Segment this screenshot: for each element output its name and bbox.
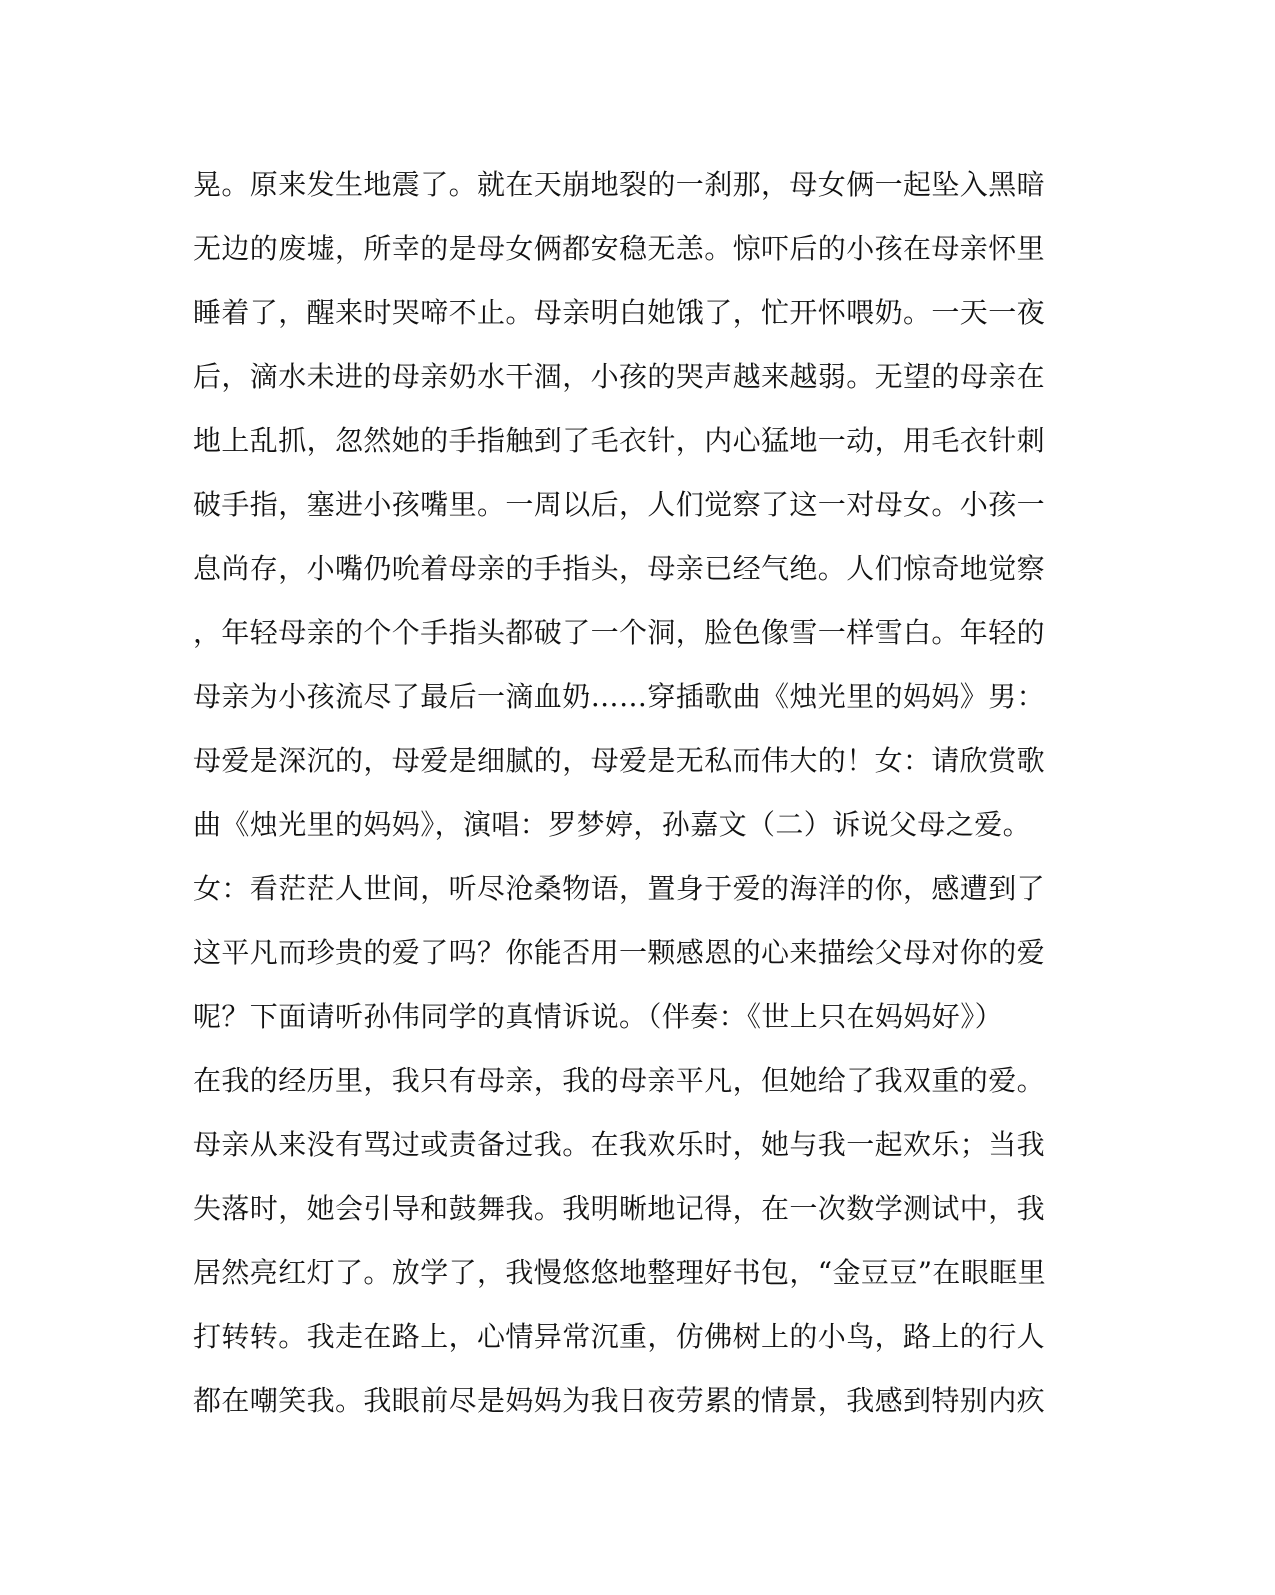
text-line: 呢？下面请听孙伟同学的真情诉说。（伴奏：《世上只在妈妈好》）: [193, 1000, 1004, 1033]
text-line: 睡着了，醒来时哭啼不止。母亲明白她饿了，忙开怀喂奶。一天一夜: [193, 296, 1046, 329]
text-line: ，年轻母亲的个个手指头都破了一个洞，脸色像雪一样雪白。年轻的: [193, 616, 1046, 649]
body-text: [193, 153, 1063, 1433]
text-line: 母亲从来没有骂过或责备过我。在我欢乐时，她与我一起欢乐；当我: [193, 1128, 1046, 1161]
text-line: 无边的废墟，所幸的是母女俩都安稳无恙。惊吓后的小孩在母亲怀里: [193, 232, 1046, 265]
text-line: 破手指，塞进小孩嘴里。一周以后，人们觉察了这一对母女。小孩一: [193, 488, 1046, 521]
text-line: 这平凡而珍贵的爱了吗？你能否用一颗感恩的心来描绘父母对你的爱: [193, 936, 1046, 969]
text-line: 后，滴水未进的母亲奶水干涸，小孩的哭声越来越弱。无望的母亲在: [193, 360, 1046, 393]
text-line: 居然亮红灯了。放学了，我慢悠悠地整理好书包，“金豆豆”在眼眶里: [193, 1256, 1047, 1289]
text-line: 母爱是深沉的，母爱是细腻的，母爱是无私而伟大的！女：请欣赏歌: [193, 744, 1046, 777]
text-line: 晃。原来发生地震了。就在天崩地裂的一刹那，母女俩一起坠入黑暗: [193, 168, 1046, 201]
text-line: 曲《烛光里的妈妈》，演唱：罗梦婷，孙嘉文（二）诉说父母之爱。: [193, 808, 1032, 841]
text-line: 打转转。我走在路上，心情异常沉重，仿佛树上的小鸟，路上的行人: [193, 1320, 1046, 1353]
text-line: 母亲为小孩流尽了最后一滴血奶……穿插歌曲《烛光里的妈妈》男：: [193, 680, 1046, 713]
text-line: 地上乱抓，忽然她的手指触到了毛衣针，内心猛地一动，用毛衣针刺: [193, 424, 1046, 457]
text-line: 失落时，她会引导和鼓舞我。我明晰地记得，在一次数学测试中，我: [193, 1192, 1046, 1225]
text-line: 息尚存，小嘴仍吮着母亲的手指头，母亲已经气绝。人们惊奇地觉察: [193, 552, 1046, 585]
text-line: 都在嘲笑我。我眼前尽是妈妈为我日夜劳累的情景，我感到特别内疚: [193, 1384, 1046, 1417]
text-line: 女：看茫茫人世间，听尽沧桑物语，置身于爱的海洋的你，感遭到了: [193, 872, 1046, 905]
text-line: 在我的经历里，我只有母亲，我的母亲平凡，但她给了我双重的爱。: [193, 1064, 1046, 1097]
